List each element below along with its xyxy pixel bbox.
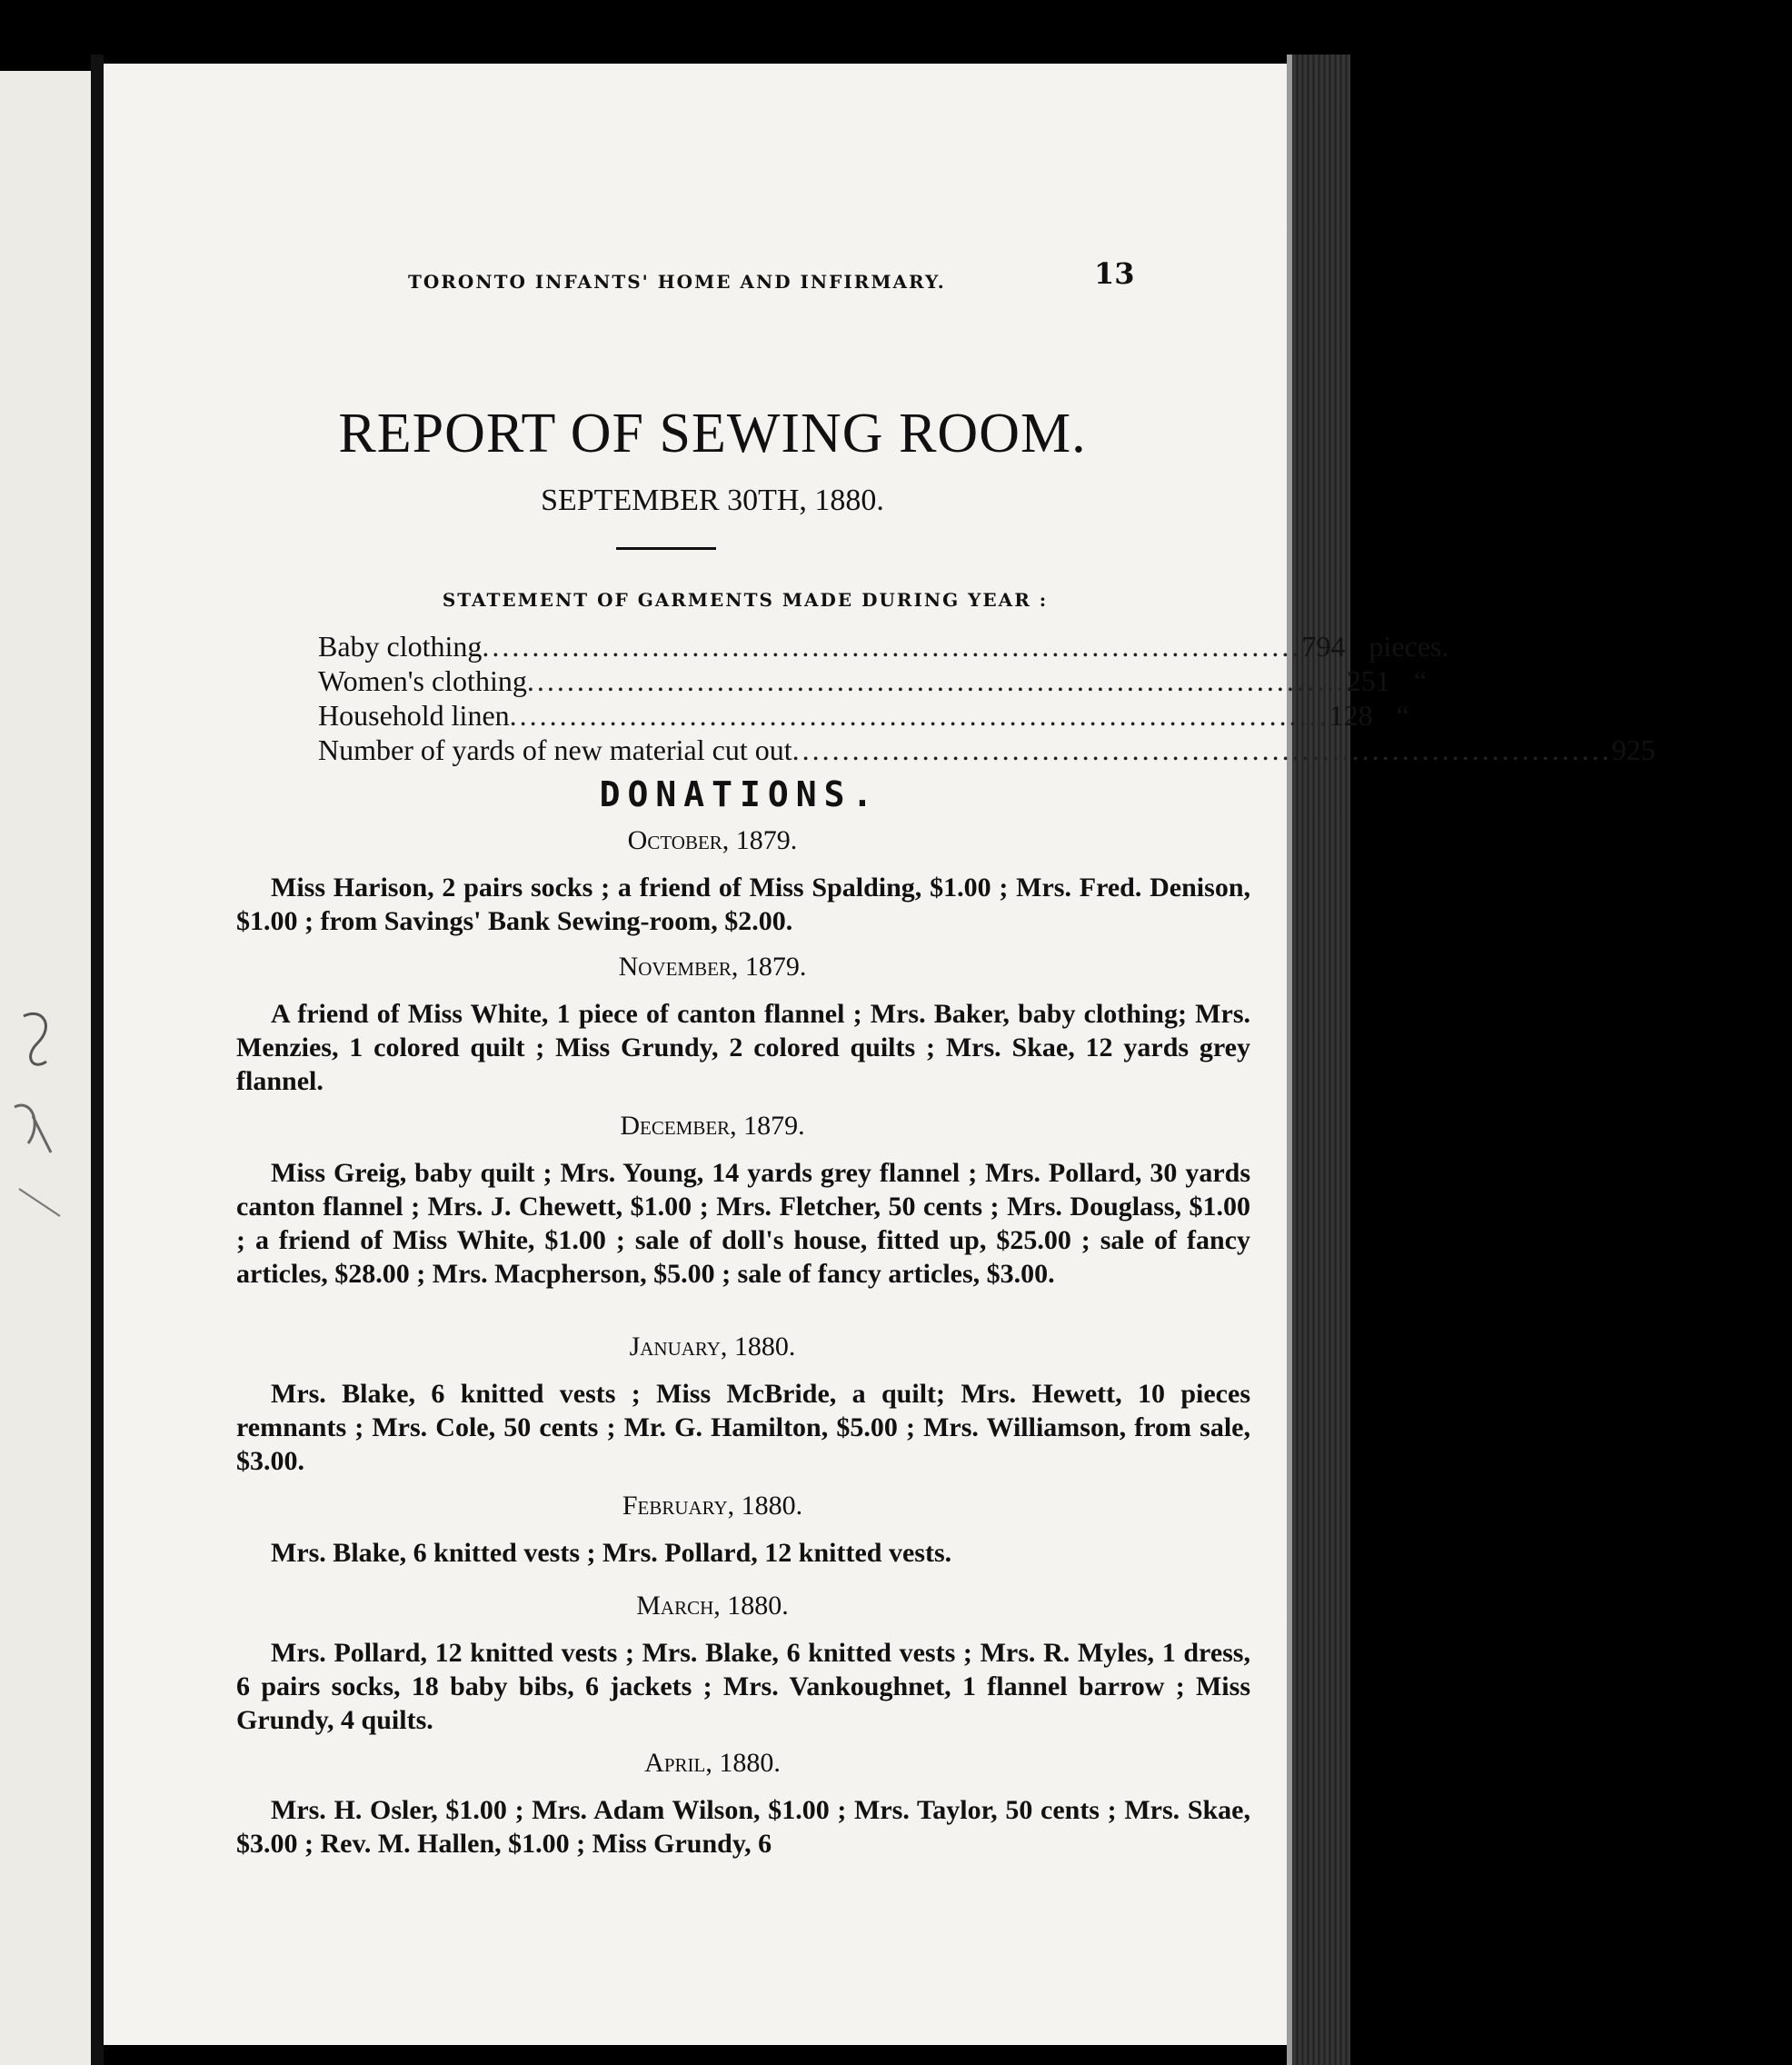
donation-paragraph: Miss Harison, 2 pairs socks ; a friend of Miss Spalding, $1.00 ; Mrs. Fred. Denison, $1.00 ; from Savings' Bank Sewing-room, $2.00. bbox=[236, 873, 1250, 936]
month-heading: January, 1880. bbox=[629, 1332, 796, 1362]
donation-paragraph: Mrs. Blake, 6 knitted vests ; Mrs. Pollard, 12 knitted vests. bbox=[271, 1538, 952, 1568]
donation-paragraph: Mrs. Blake, 6 knitted vests ; Miss McBride, a quilt; Mrs. Hewett, 10 pieces remnants ; Mrs. Cole, 50 cents ; Mr. G. Hamilton, $5.00 ; Mrs. Williamson, from sale, $3.00. bbox=[236, 1379, 1250, 1476]
previous-page-edge bbox=[0, 71, 91, 2065]
page bbox=[104, 64, 1656, 2045]
garment-row bbox=[318, 663, 1428, 698]
month-heading: April, 1880. bbox=[644, 1748, 781, 1778]
leader-dots: .................................................................................. bbox=[526, 664, 1347, 697]
month-heading: October, 1879. bbox=[627, 825, 798, 855]
garment-unit: pieces. bbox=[1369, 630, 1449, 663]
garment-label: Household linen bbox=[318, 699, 510, 732]
donation-paragraph: Mrs. Pollard, 12 knitted vests ; Mrs. Blake, 6 knitted vests ; Mrs. R. Myles, 1 dress, 6 pairs socks, 18 baby bibs, 6 jackets ; Mrs. Vankoughnet, 1 flannel barrow ; Miss Grundy, 4 quilts. bbox=[236, 1638, 1250, 1735]
donations-heading: DONATIONS. bbox=[599, 774, 881, 814]
month-heading: December, 1879. bbox=[620, 1111, 805, 1141]
binding-gutter bbox=[91, 55, 104, 2065]
page-edges bbox=[1287, 55, 1350, 2065]
month-heading: March, 1880. bbox=[636, 1591, 789, 1621]
garment-value: 794 bbox=[1301, 630, 1346, 663]
garment-row bbox=[318, 698, 1409, 733]
garment-row bbox=[318, 733, 1656, 767]
running-head: TORONTO INFANTS' HOME AND INFIRMARY. bbox=[408, 271, 946, 293]
garment-label: Women's clothing bbox=[318, 664, 527, 697]
donation-paragraph: A friend of Miss White, 1 piece of canton flannel ; Mrs. Baker, baby clothing; Mrs. Menzies, 1 colored quilt ; Miss Grundy, 2 colored quilts ; Mrs. Skae, 12 yards grey flannel. bbox=[236, 999, 1250, 1096]
leader-dots: .................................................................................. bbox=[482, 630, 1302, 663]
leader-dots: .................................................................................. bbox=[791, 733, 1612, 766]
garment-unit: “ bbox=[1413, 664, 1428, 697]
garment-unit: “ bbox=[1396, 699, 1409, 732]
garment-label: Number of yards of new material cut out bbox=[318, 733, 792, 766]
leader-dots: .................................................................................. bbox=[509, 699, 1329, 732]
garment-label: Baby clothing bbox=[318, 630, 483, 663]
garment-value: 251 bbox=[1346, 664, 1390, 697]
report-title: REPORT OF SEWING ROOM. bbox=[338, 403, 1087, 464]
month-heading: February, 1880. bbox=[622, 1491, 803, 1521]
donation-paragraph: Miss Greig, baby quilt ; Mrs. Young, 14 yards grey flannel ; Mrs. Pollard, 30 yards canton flannel ; Mrs. J. Chewett, $1.00 ; Mrs. Fletcher, 50 cents ; Mrs. Douglass, $1.00 ; a friend of Miss White, $1.00 ; sale of doll's house, fitted up, $25.00 ; sale of fancy articles, $28.00 ; Mrs. Macpherson, $5.00 ; sale of fancy articles, $3.00. bbox=[236, 1158, 1250, 1289]
garments-list bbox=[318, 629, 1656, 767]
report-date: SEPTEMBER 30TH, 1880. bbox=[541, 484, 884, 517]
divider-rule bbox=[616, 547, 716, 550]
page-number: 13 bbox=[1094, 256, 1135, 291]
page-edge-highlight bbox=[1287, 55, 1292, 2065]
garment-value: 128 bbox=[1329, 699, 1373, 732]
margin-scribble bbox=[5, 1007, 78, 1234]
month-heading: November, 1879. bbox=[618, 952, 807, 982]
garment-row bbox=[318, 629, 1449, 663]
statement-heading: STATEMENT OF GARMENTS MADE DURING YEAR : bbox=[442, 589, 1049, 611]
donation-paragraph: Mrs. H. Osler, $1.00 ; Mrs. Adam Wilson, $1.00 ; Mrs. Taylor, 50 cents ; Mrs. Skae, $3.00 ; Rev. M. Hallen, $1.00 ; Miss Grundy, 6 bbox=[236, 1795, 1250, 1859]
garment-unit bbox=[1667, 733, 1792, 767]
garment-value: 925 bbox=[1611, 733, 1656, 766]
